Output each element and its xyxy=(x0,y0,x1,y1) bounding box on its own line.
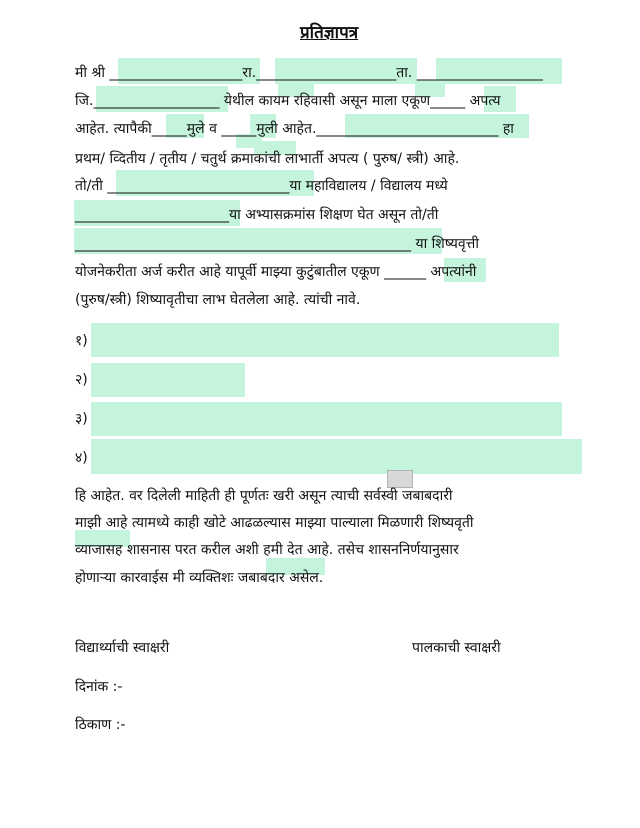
form-line-6: ______________________या अभ्यासक्रमांस शिक्षण घेत असून तो/ती xyxy=(75,207,439,223)
closing-line-4: होणाऱ्या कारवाईस मी व्यक्तिशः जबाबदार असेल. xyxy=(75,570,324,586)
name-1-field[interactable] xyxy=(91,323,559,357)
form-line-8: योजनेकरीता अर्ज करीत आहे यापूर्वी माझ्या कुटुंबातील एकूण ______ अपत्यांनी xyxy=(75,264,477,280)
place-label: ठिकाण :- xyxy=(75,717,126,733)
form-line-5: तो/ती __________________________या महाविद्यालय / विद्यालय मध्ये xyxy=(75,178,448,194)
page-title: प्रतिज्ञापत्र xyxy=(300,23,359,43)
closing-line-2: माझी आहे त्यामध्ये काही खोटे आढळल्यास माझ्या पाल्याला मिळणारी शिष्यवृती xyxy=(75,515,474,531)
number-1: १) xyxy=(75,333,88,349)
name-4-field[interactable] xyxy=(91,439,582,474)
number-4: ४) xyxy=(75,450,88,466)
date-label: दिनांक :- xyxy=(75,679,123,695)
form-line-3: आहेत. त्यापैकी_____मुले व _____मुली आहेत.__________________________ हा xyxy=(75,121,514,137)
name-3-field[interactable] xyxy=(91,402,562,436)
closing-line-3: व्याजासह शासनास परत करील अशी हमी देत आहे. तसेच शासननिर्णयानुसार xyxy=(75,542,459,558)
name-2-field[interactable] xyxy=(91,363,245,397)
checkbox-field[interactable] xyxy=(387,470,413,488)
closing-line-1: हि आहेत. वर दिलेली माहिती ही पूर्णतः खरी असून त्याची सर्वस्वी जबाबदारी xyxy=(75,488,453,504)
student-signature-label: विद्यार्थ्याची स्वाक्षरी xyxy=(75,640,170,656)
number-3: ३) xyxy=(75,411,88,427)
number-2: २) xyxy=(75,372,88,388)
form-line-4: प्रथम/ व्दितीय / तृतीय / चतुर्थ क्रमाकांची लाभार्ती अपत्य ( पुरुष/ स्त्री) आहे. xyxy=(75,151,460,167)
parent-signature-label: पालकाची स्वाक्षरी xyxy=(412,640,501,656)
form-line-2: जि.__________________ येथील कायम रहिवासी असून माला एकूण_____ अपत्य xyxy=(75,93,501,109)
form-line-7: ________________________________________________ या शिष्यवृत्ती xyxy=(75,236,479,252)
form-line-1: मी श्री ___________________रा.____________________ता. __________________ xyxy=(75,65,543,81)
form-line-9: (पुरुष/स्त्री) शिष्यावृतीचा लाभ घेतलेला आहे. त्यांची नावे. xyxy=(75,292,361,308)
